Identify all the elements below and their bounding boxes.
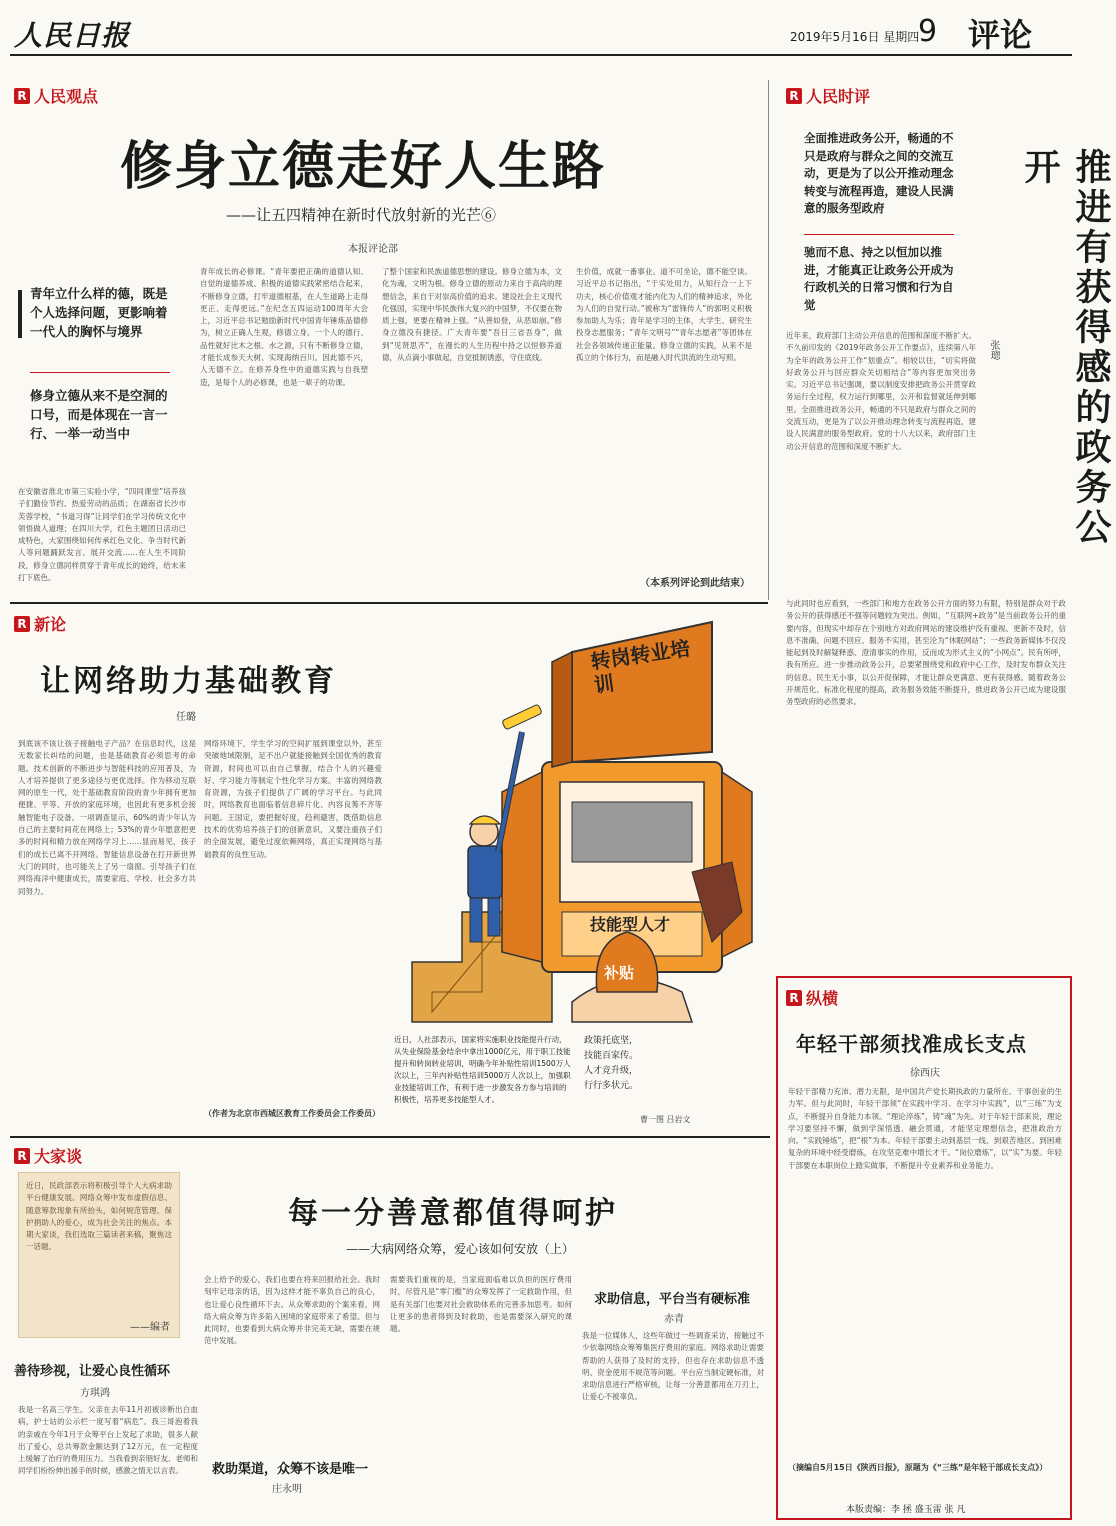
illustration-poem: 政策托底坚，技能百家传。人才竞升级，行行多状元。 [584,1036,639,1091]
shiping-text-2: 与此同时也应看到，一些部门和地方在政务公开方面的努力有限，特别是群众对于政务公开的获得感还不强等问题较为突出。例如，“互联网+政务”是当前政务公开的重要内容，但现实中却存在个别地方对政府网站的建设维护没有重视、更新不及时，信息不准确、问题不回应、服务不实用，甚至沦为“休眠网站”；一些政务新媒体不仅没能起到及时解疑释惑、澄清事实的作用，反而成为形式主义的“小网点”。民有所呼，我有所应。进一步推动政务公开，总要紧围绕党和政府中心工作，及时发布群众关注的信息。民生无小事，以公开促保障，才能让群众更满意、更有获得感。随着政务公开规范化、标准化程度的提高，政务服务效能不断提升，推进政务公开已成为建设服务型政府的必然要求。 [786,599,1066,707]
book-label: 转岗转业培训 [589,635,692,698]
column-tag-shiping: R 人民时评 [786,84,870,107]
illustration-credit: 曹一图 吕岩文 [640,1115,691,1124]
piece3-text: 需要我们重视的是，当家庭面临难以负担的医疗费用时，尽管凡是“零门槛”的众筹发挥了一定救助作用，但是有关部门也要对社会救助体系的完善多加思考。如何让更多的患者得到及时救助，也是需要深入研究的课题。 [390,1275,572,1334]
shiping-pull-quote-1: 全面推进政务公开，畅通的不只是政府与群众之间的交流互动，更是为了以公开推动理念转变与流程再造，建设人民满意的服务型政府 [804,131,954,215]
piece2-title: 救助渠道，众筹不该是唯一 [212,1462,369,1477]
shiping-pull-quote-2: 驰而不息、持之以恒加以推进，才能真正让政务公开成为行政机关的日常习惯和行为自觉 [804,245,954,312]
renmin-badge-icon: R [14,616,30,632]
illustration-caption: 近日，人社部表示，国家将实施职业技能提升行动，从失业保险基金结余中拿出1000亿元，用于职工技能提升和转岗转业培训，明确今年补贴性培训1500万人次以上，三年内补贴性培训5000万人次以上，加强职业技能培训工作，有利于进一步激发各方参与培训的积极性，培养更多技能型人才。 [394,1035,571,1104]
cartoon-svg [392,612,762,1022]
xinlun-author: 任璐 [176,712,196,723]
top-article-col3: 了整个国家和民族道德思想的建设。修身立德为本，文化为魂，文明为根。修身立德的原动力来自于高尚的理想信念，来自于对崇高价值的追求。建设社会主义现代化强国，实现中华民族伟大复兴的中国梦，不仅要在物质上强，更要在精神上强。“从善如登，从恶如崩。”修身立德没有捷径。广大青年要“吾日三省吾身”，做到“见贤思齐”，在漫长的人生历程中持之以恒修养道德，从点滴小事做起，自觉抵制诱惑，守住底线。 [382,267,562,363]
piece4-author: 赤青 [664,1314,684,1325]
piece1-text: 我是一名高三学生。父亲在去年11月初被诊断出白血病，护士站的公示栏一度写着“病危”。我三哥泡着我的亲戚在今年1月于众筹平台上发起了求助，很多人献出了爱心，总共筹款金额达到了12万元，在一定程度上缓解了治疗的费用压力。当我看到亲朋好友、老师和同学们纷纷伸出援手的时候，感激之情无以言表。 [18,1405,198,1476]
top-article-byline: 本报评论部 [348,244,398,255]
dajiatan-main-subtitle: ——大病网络众筹，爱心该如何安放（上） [346,1242,575,1256]
bag-label: 补贴 [604,964,635,982]
pull-quote-1: 青年立什么样的德，既是个人选择问题，更影响着一代人的胸怀与境界 [30,286,168,339]
top-article-col1: 在安徽省淮北市第三实验小学，“四同课堂”培养孩子们勤俭节约、热爱劳动的品质；在湖南省长沙市芙蓉学校，“书道习得”让同学们在学习传统文化中领悟做人道理；在四川大学，红色主题团日活动已成特色，大家围绕如何传承红色文化、争当时代新人等问题踊跃发言、展开交流……在人生不同阶段，修身立德同样贯穿于青年成长的始终，给未来打下底色。 [18,487,186,583]
xinlun-title: 让网络助力基础教育 [40,664,337,699]
piece1-author: 方琪鸿 [80,1388,110,1399]
middle-bottom-rule [10,1136,770,1138]
top-article-subtitle: ——让五四精神在新时代放射新的光芒⑥ [226,206,497,224]
shiping-author: 张璁 [988,340,999,360]
renmin-badge-icon: R [14,1148,30,1164]
shiping-pull-divider [804,234,954,235]
cabinet-label: 技能型人才 [589,915,670,934]
illustration-cartoon [392,612,762,1022]
xinlun-col2: 网络环境下，学生学习的空间扩展到课堂以外，甚至突破地域限制，足不出户就能接触到全国优秀的教育资源，时间也可以由自己掌握，结合个人的兴趣爱好、学习能力等制定个性化学习方案。丰富的网络教育资源，为孩子们提供了广阔的学习平台。与此同时，网络教育也面临着信息碎片化、内容良莠不齐等问题。王国定，要把握好度，趋利避害，既借助信息技术的优势培养孩子们的创新意识，又要注重孩子们的全面发展，避免过度依赖网络，真正实现网络与基础教育的良性互动。 [204,739,382,859]
page-number: 9 [918,14,938,49]
dajiatan-main-title: 每一分善意都值得呵护 [288,1196,618,1231]
zongheng-source-note: （摘编自5月15日《陕西日报》，原题为《“三练”是年轻干部成长支点》） [788,1463,1048,1472]
masthead-rule [10,54,1072,56]
piece2-intro-text: 会上给予的爱心，我们也要在将来回报给社会。我时刻牢记母亲的话，因为这样才能不辜负自己的良心，也让爱心良性循环下去。从众筹求助的个案来看，网络大病众筹为许多陷入困境的家庭带来了希望。但与此同时，也要看到大病众筹并非完美无缺，需要在规范中发展。 [204,1275,380,1346]
column-divider [768,80,769,600]
zongheng-author: 徐西庆 [910,1068,940,1079]
piece4-title: 求助信息，平台当有硬标准 [594,1292,751,1307]
zongheng-title: 年轻干部须找准成长支点 [796,1032,1027,1056]
newspaper-logo: 人民日报 [14,19,131,52]
page-editors: 本版责编：李 拯 盛玉雷 张 凡 [846,1505,966,1515]
top-article-title: 修身立德走好人生路 [120,136,607,197]
issue-date: 2019年5月16日 星期四 [790,30,920,44]
xinlun-author-note: （作者为北京市西城区教育工作委员会工作委员） [204,1109,380,1118]
shiping-text-1: 近年来，政府部门主动公开信息的范围和深度不断扩大。不久前印发的《2019年政务公开工作要点》，连续第八年为全年的政务公开工作“划重点”。相较以往，“切实将做好政务公开与回应群众关切相结合”等内容更加突出务实。习近平总书记强调，要以制度安排把政务公开贯穿政务运行全过程，权力运行到哪里，公开和监督就延伸到哪里。全面推进政务公开，畅通的不只是政府与群众之间的交流互动，更是为了以公开推动理念转变与流程再造，建设人民满意的服务型政府。党的十八大以来，政府部门主动公开信息的范围和深度不断扩大。 [786,331,976,451]
piece2-author: 庄永明 [272,1484,302,1495]
column-tag-dajiatan: R 大家谈 [14,1144,82,1167]
section-title: 评论 [968,16,1033,54]
top-article-bottom-rule [10,602,768,604]
series-end-note: （本系列评论到此结束） [640,578,750,589]
editor-note-text: 近日，民政部表示将积极引导个人大病求助平台健康发展。网络众筹中发布虚假信息、随意筹款现象有所抬头，如何规范管理、保护捐助人的爱心，成为社会关注的焦点。本期大家谈，我们选取三篇读者来稿，聚焦这一话题。 [26,1181,172,1252]
piece4-text: 我是一位媒体人，这些年做过一些调查采访，接触过不少依靠网络众筹筹集医疗费用的家庭。网络求助让需要帮助的人获得了及时的支持，但也存在求助信息不透明、资金使用不规范等问题。平台应当制定硬标准，对求助信息进行严格审核，让每一分善意都用在刀刃上，让爱心不被辜负。 [582,1331,764,1402]
top-article-col4: 生价值，成就一番事业。道不可坐论，德不能空谈。习近平总书记指出，“于实处用力，从知行合一上下功夫，核心价值观才能内化为人们的精神追求，外化为人们的自觉行动。”被称为“雷锋传人”的郭明义积极参加助人为乐；青年是学习的主体，大学生、研究生投身志愿服务；“青年文明号”“青年志愿者”等团体在社会各领域传递正能量。修身立德的实践，从来不是孤立的个体行为，而是融入时代洪流的生动写照。 [576,267,752,363]
pull-quote-2: 修身立德从来不是空洞的口号，而是体现在一言一行、一举一动当中 [30,388,168,441]
column-tag-xinlun: R 新论 [14,612,66,635]
pull-quote-bar [18,290,22,338]
top-article-col2: 青年成长的必修课。“青年要把正确的道德认知、自觉的道德养成、积极的道德实践紧密结合起来，不断修身立德，打牢道德根基，在人生道路上走得更正、走得更远。”在纪念五四运动100周年大会上，习近平总书记勉励新时代中国青年锤炼品德修为，树立正确人生观，修德立身。一个人的德行、品性就好比木之根、水之源，只有不断修身立德，才能长成参天大树、实现海纳百川。因此德不兴，人无德不立。在修养身性中的道德实践与自我塑造，是每个人的必修课，也是一辈子的功课。 [200,267,368,387]
renmin-badge-icon: R [786,990,802,1006]
column-tag-zongheng: R 纵横 [786,986,838,1009]
column-tag-renmin-guandian: R 人民观点 [14,84,98,107]
piece1-title: 善待珍视，让爱心良性循环 [14,1364,171,1379]
zongheng-text: 年轻干部精力充沛、潜力无限，是中国共产党长期执政的力量所在、干事创业的生力军。但与此同时，年轻干部须“在实践中学习、在学习中实践”，以“三练”为支点，不断提升自身能力本领。“理论淬炼”，铸“魂”为先。对于年轻干部来说，理论学习要坚持不懈，做到学深悟透、融会贯通，才能坚定理想信念，把准政治方向。“实践锤炼”，把“根”为本。年轻干部要主动到基层一线、到艰苦地区、到困难复杂的环境中经受磨炼，在攻坚克难中增长才干。“岗位磨炼”，以“实”为要。年轻干部要在本职岗位上踏实做事，不断提升专业素养和业务能力。 [788,1087,1062,1170]
pull-quote-divider [30,372,170,373]
renmin-badge-icon: R [14,88,30,104]
renmin-badge-icon: R [786,88,802,104]
editor-note-sign: ——编者 [130,1322,170,1333]
xinlun-col1: 到底该不该让孩子接触电子产品？在信息时代，这是无数家长纠结的问题，也是基础教育必须思考的命题。技术创新的不断进步与智能科技的应用普及，为人才培养提供了更多途径与更优选择。作为移动互联网的原生一代，处于基础教育阶段的青少年拥有更加便捷、平等、开放的家庭环境，也因此有更多机会接触智能电子设备。一项调查显示，60%的青少年认为自己的主要时间花在网络上；53%的青少年愿意把更多的时间和精力放在网络学习上……显而易见，孩子们的成长已离不开网络。智能信息设备在打开新世界大门的同时，也可能关上了另一扇窗。引导孩子们在网络海洋中健康成长，需要家庭、学校、社会多方共同努力。 [18,739,196,896]
shiping-vertical-title: 推进有获得感的政务公开 [1019,148,1111,548]
